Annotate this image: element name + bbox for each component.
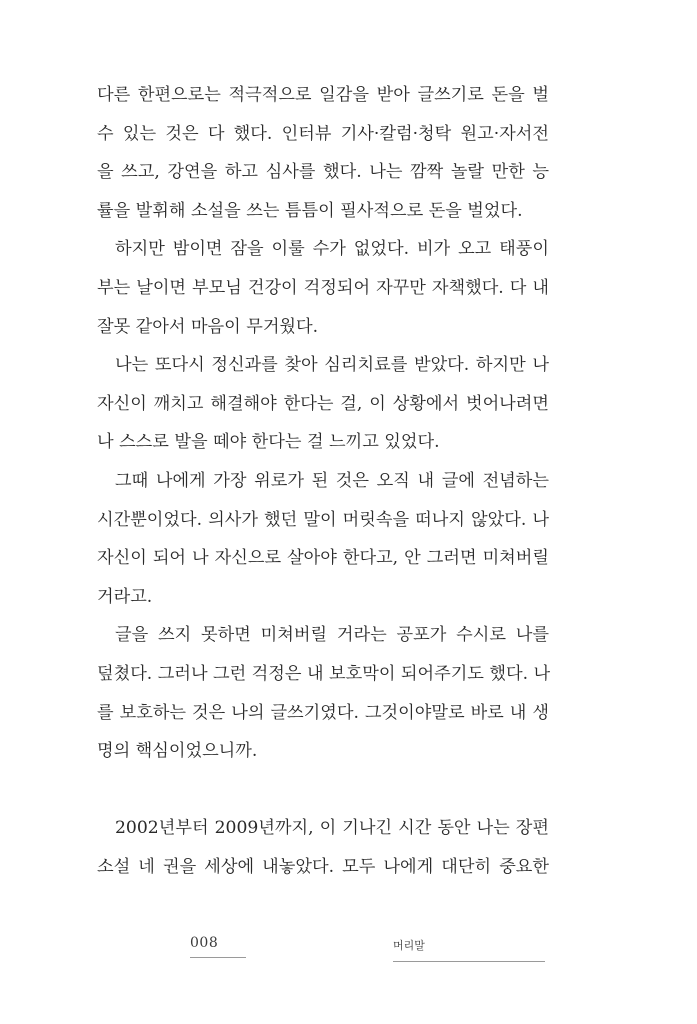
text-line: 를 보호하는 것은 나의 글쓰기였다. 그것이야말로 바로 내 생	[97, 702, 549, 723]
text-line: 부는 날이면 부모님 건강이 걱정되어 자꾸만 자책했다. 다 내	[97, 277, 549, 298]
paragraph-6	[97, 809, 549, 886]
text-line: 자신이 되어 나 자신으로 살아야 한다고, 안 그러면 미쳐버릴	[97, 548, 549, 569]
text-line: 2002년부터 2009년까지, 이 기나긴 시간 동안 나는 장편	[115, 818, 549, 839]
page-number: 008	[190, 935, 246, 958]
body-text	[97, 76, 549, 886]
page-footer	[0, 935, 697, 975]
paragraph-2	[97, 230, 549, 346]
paragraph-5	[97, 616, 549, 770]
paragraph-4	[97, 462, 549, 616]
text-line: 소설 네 권을 세상에 내놓았다. 모두 나에게 대단히 중요한	[97, 856, 549, 877]
text-line: 수 있는 것은 다 했다. 인터뷰 기사·칼럼·청탁 원고·자서전	[97, 123, 549, 144]
text-line: 을 쓰고, 강연을 하고 심사를 했다. 나는 깜짝 놀랄 만한 능	[97, 162, 549, 183]
text-line: 나는 또다시 정신과를 찾아 심리치료를 받았다. 하지만 나	[115, 355, 549, 376]
text-line: 명의 핵심이었으니까.	[97, 741, 258, 762]
text-line: 시간뿐이었다. 의사가 했던 말이 머릿속을 떠나지 않았다. 나	[97, 509, 549, 530]
text-line: 률을 발휘해 소설을 쓰는 틈틈이 필사적으로 돈을 벌었다.	[97, 200, 523, 221]
text-line: 거라고.	[97, 586, 153, 607]
paragraph-1	[97, 76, 549, 230]
text-line: 잘못 같아서 마음이 무거웠다.	[97, 316, 319, 337]
paragraph-3	[97, 346, 549, 462]
text-line: 그때 나에게 가장 위로가 된 것은 오직 내 글에 전념하는	[115, 470, 549, 491]
running-head: 머리말	[393, 937, 545, 962]
text-line: 나 스스로 발을 떼야 한다는 걸 느끼고 있었다.	[97, 432, 440, 453]
text-line: 다른 한편으로는 적극적으로 일감을 받아 글쓰기로 돈을 벌	[97, 85, 549, 105]
section-gap	[97, 771, 549, 810]
text-line: 자신이 깨치고 해결해야 한다는 걸, 이 상황에서 벗어나려면	[97, 393, 549, 414]
text-line: 덮쳤다. 그러나 그런 걱정은 내 보호막이 되어주기도 했다. 나	[97, 663, 551, 684]
text-line: 하지만 밤이면 잠을 이룰 수가 없었다. 비가 오고 태풍이	[115, 239, 549, 260]
text-line: 글을 쓰지 못하면 미쳐버릴 거라는 공포가 수시로 나를	[115, 625, 549, 646]
